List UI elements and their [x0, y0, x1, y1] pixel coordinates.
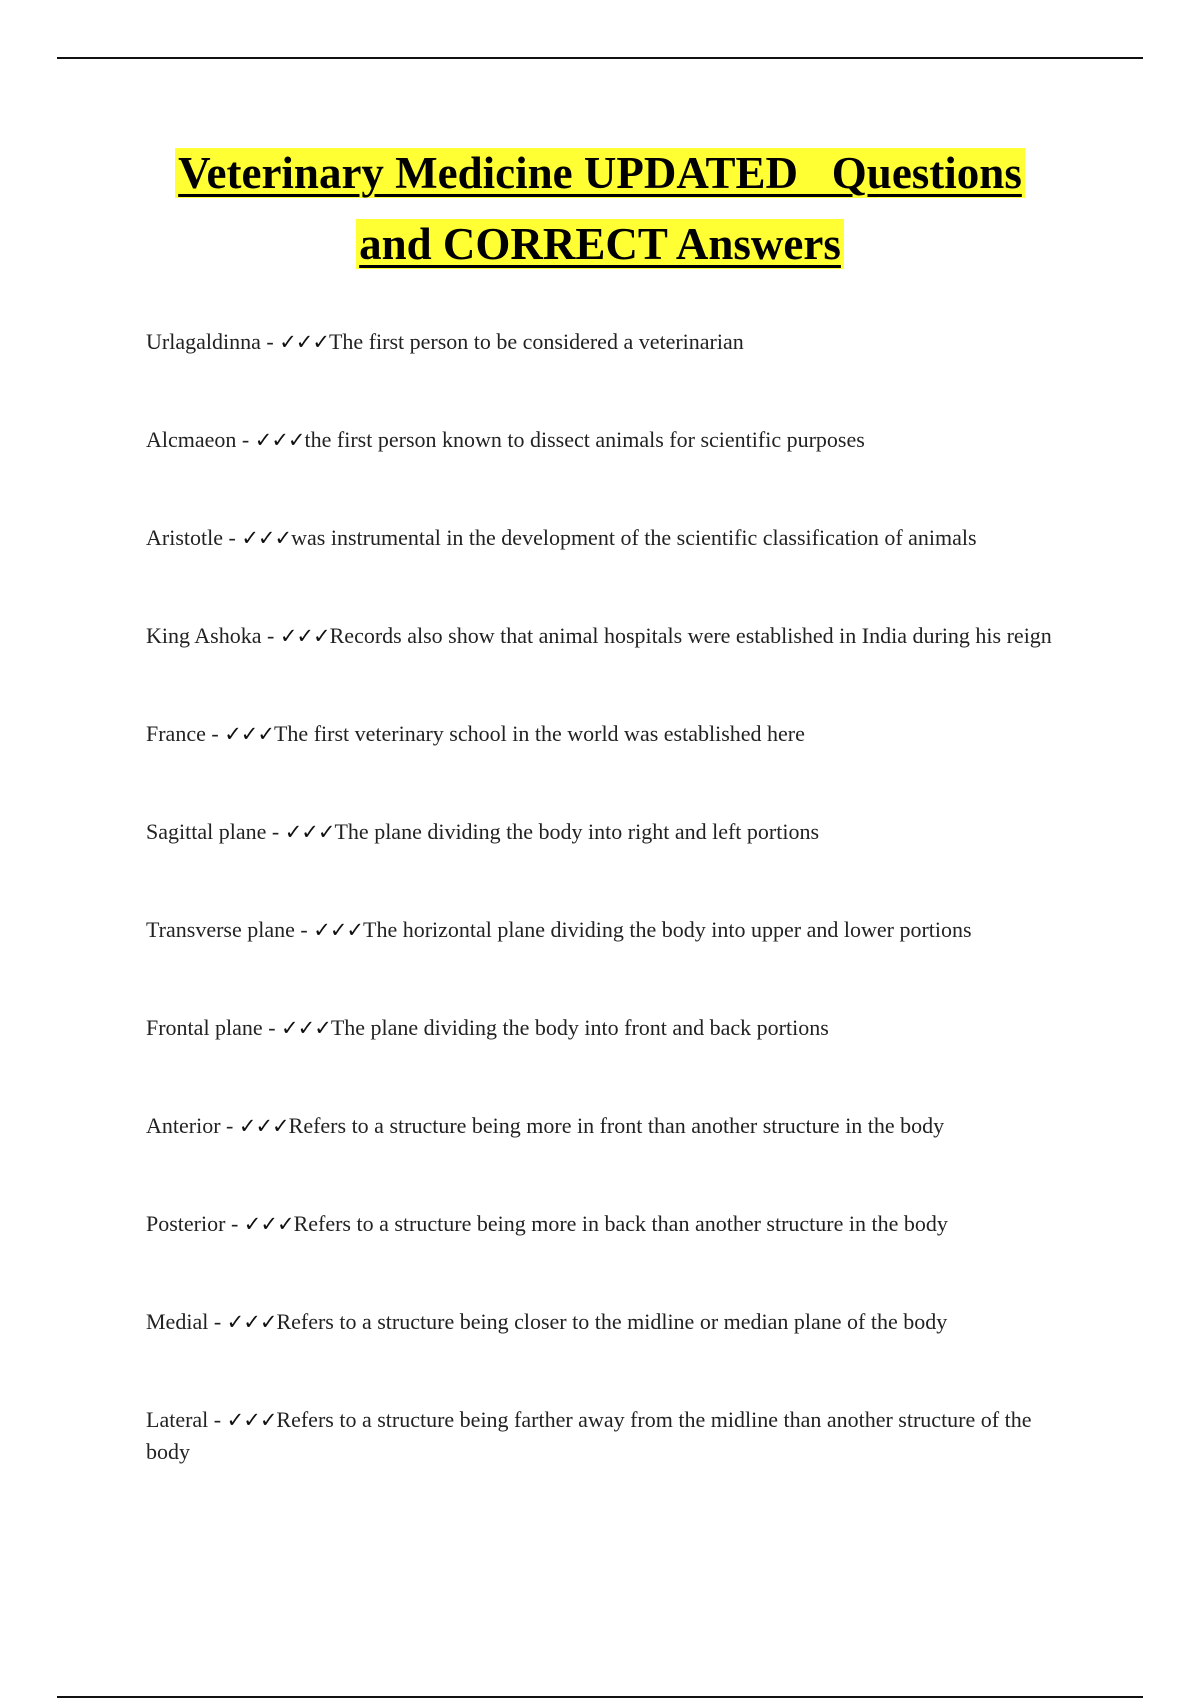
document-title	[130, 143, 1070, 285]
qa-definition: Refers to a structure being more in front than another structure in the body	[288, 1113, 945, 1138]
qa-item	[146, 424, 1066, 456]
qa-definition: was instrumental in the development of the scientific classification of animals	[291, 525, 977, 550]
check-icon: ✓✓✓	[226, 1310, 277, 1334]
qa-definition: Records also show that animal hospitals were established in India during his reign	[329, 623, 1052, 648]
title-line-1: Veterinary Medicine UPDATED Questions	[175, 148, 1025, 198]
qa-term: Transverse plane	[146, 917, 295, 942]
qa-item	[146, 1208, 1066, 1240]
qa-definition: Refers to a structure being more in back than another structure in the body	[293, 1211, 948, 1236]
qa-term: Aristotle	[146, 525, 223, 550]
title-line-2: and CORRECT Answers	[356, 219, 844, 269]
qa-item	[146, 1306, 1066, 1338]
qa-term: Alcmaeon	[146, 427, 237, 452]
qa-separator: -	[266, 819, 285, 844]
qa-definition: The first veterinary school in the world was established here	[273, 721, 805, 746]
qa-item	[146, 914, 1066, 946]
qa-separator: -	[260, 329, 280, 354]
qa-term: Sagittal plane	[146, 819, 267, 844]
qa-item	[146, 620, 1066, 652]
qa-separator: -	[208, 1407, 227, 1432]
qa-definition: Refers to a structure being farther away from the midline than another structure of the body	[146, 1407, 1032, 1464]
qa-item	[146, 522, 1066, 554]
check-icon: ✓✓✓	[279, 624, 330, 648]
qa-item	[146, 1012, 1066, 1044]
check-icon: ✓✓✓	[281, 1016, 331, 1040]
qa-separator: -	[262, 1015, 282, 1040]
check-icon: ✓✓✓	[313, 918, 364, 942]
qa-term: Medial	[146, 1309, 209, 1334]
bottom-rule	[57, 1696, 1143, 1698]
qa-definition: The plane dividing the body into right and left portions	[334, 819, 820, 844]
qa-separator: -	[225, 1211, 244, 1236]
qa-separator: -	[223, 525, 242, 550]
check-icon: ✓✓✓	[284, 820, 335, 844]
check-icon: ✓✓✓	[238, 1114, 289, 1138]
qa-term: Posterior	[146, 1211, 226, 1236]
qa-term: Anterior	[146, 1113, 221, 1138]
qa-definition: The first person to be considered a veterinarian	[328, 329, 744, 354]
qa-separator: -	[208, 1309, 227, 1334]
qa-separator: -	[294, 917, 314, 942]
qa-separator: -	[205, 721, 225, 746]
check-icon: ✓✓✓	[226, 1408, 277, 1432]
top-rule	[57, 57, 1143, 59]
qa-item	[146, 1404, 1066, 1467]
check-icon: ✓✓✓	[279, 330, 329, 354]
qa-separator: -	[261, 623, 280, 648]
qa-term: Frontal plane	[146, 1015, 263, 1040]
qa-definition: Refers to a structure being closer to the midline or median plane of the body	[276, 1309, 948, 1334]
qa-item	[146, 816, 1066, 848]
qa-item	[146, 718, 1066, 750]
qa-item	[146, 326, 1066, 358]
check-icon: ✓✓✓	[254, 428, 305, 452]
qa-definition: the first person known to dissect animals for scientific purposes	[304, 427, 865, 452]
qa-term: King Ashoka	[146, 623, 262, 648]
qa-definition: The plane dividing the body into front and back portions	[330, 1015, 829, 1040]
qa-item	[146, 1110, 1066, 1142]
check-icon: ✓✓✓	[224, 722, 274, 746]
qa-term: Lateral	[146, 1407, 209, 1432]
qa-term: Urlagaldinna	[146, 329, 261, 354]
qa-separator: -	[220, 1113, 239, 1138]
qa-definition: The horizontal plane dividing the body into upper and lower portions	[363, 917, 972, 942]
qa-separator: -	[236, 427, 255, 452]
check-icon: ✓✓✓	[243, 1212, 294, 1236]
qa-term: France	[146, 721, 206, 746]
check-icon: ✓✓✓	[241, 526, 292, 550]
qa-list	[146, 326, 1066, 1467]
